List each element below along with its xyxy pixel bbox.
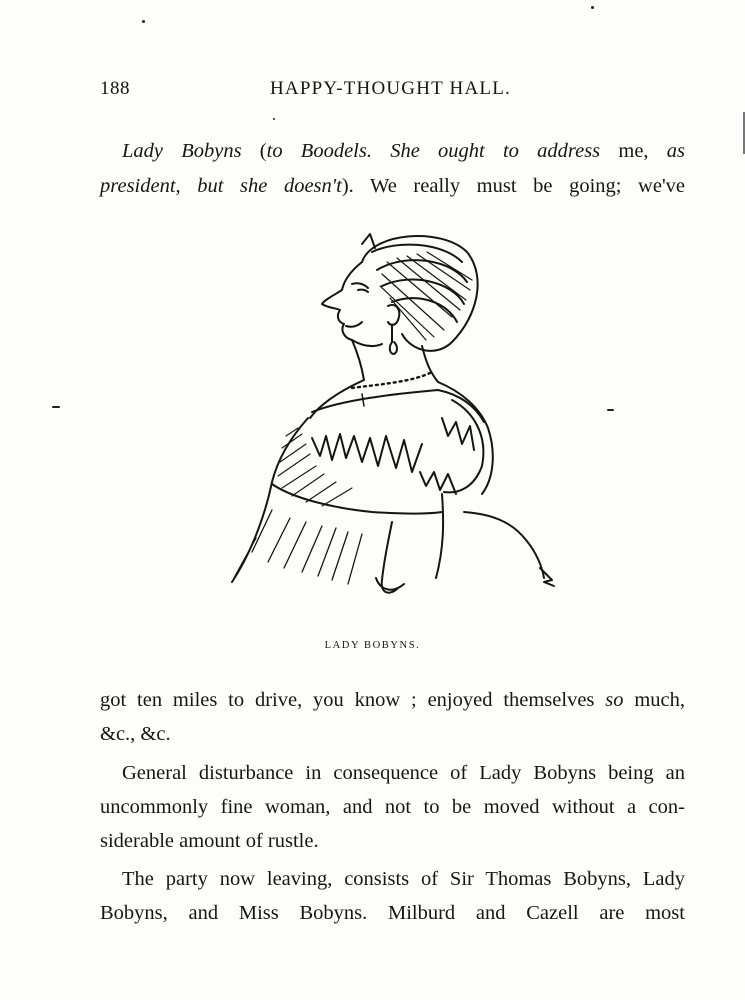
top-paragraph-line-2 xyxy=(100,172,685,200)
stage-direction: as xyxy=(666,140,686,162)
scan-speck xyxy=(52,406,60,408)
body-line-2: &c., &c. xyxy=(100,723,171,745)
page-number: 188 xyxy=(100,78,130,99)
speaker-name: Lady Bobyns xyxy=(122,140,242,162)
running-title: HAPPY-THOUGHT HALL. xyxy=(270,78,511,99)
body-line-1 xyxy=(100,686,685,714)
top-paragraph-line-1 xyxy=(100,137,685,165)
stage-direction: She ought to address xyxy=(390,140,601,162)
illustration-caption: LADY BOBYNS. xyxy=(324,640,421,651)
stage-direction: to Boodels. xyxy=(266,140,372,162)
text-run: much, xyxy=(623,689,686,711)
text-run: got ten miles to drive, you know ; enjoyed themselves xyxy=(100,689,606,711)
body-line-6: The party now leaving, consists of Sir Thomas Bobyns, Lady xyxy=(122,868,685,890)
lady-portrait-engraving xyxy=(212,222,572,622)
body-line-7: Bobyns, and Miss Bobyns. Milburd and Cazell are most xyxy=(100,902,685,924)
body-line-3: General disturbance in consequence of Lady Bobyns being an xyxy=(122,762,685,784)
scan-speck xyxy=(142,20,145,23)
running-head xyxy=(100,78,685,108)
body-line-4: uncommonly fine woman, and not to be moved without a con- xyxy=(100,796,685,818)
text-run: me, xyxy=(600,140,667,162)
text-run xyxy=(372,140,390,162)
earring xyxy=(390,326,397,354)
scan-speck xyxy=(607,409,614,411)
body-line-5: siderable amount of rustle. xyxy=(100,830,319,852)
face-profile xyxy=(322,262,382,346)
emphasis: so xyxy=(605,689,624,711)
text-run: ). We really must be going; we've xyxy=(341,175,685,197)
stage-direction: president, but she doesn't xyxy=(100,175,342,197)
scan-speck xyxy=(591,6,594,9)
text-run: ( xyxy=(241,140,267,162)
dress-lace xyxy=(312,434,422,472)
scan-speck xyxy=(273,118,275,120)
